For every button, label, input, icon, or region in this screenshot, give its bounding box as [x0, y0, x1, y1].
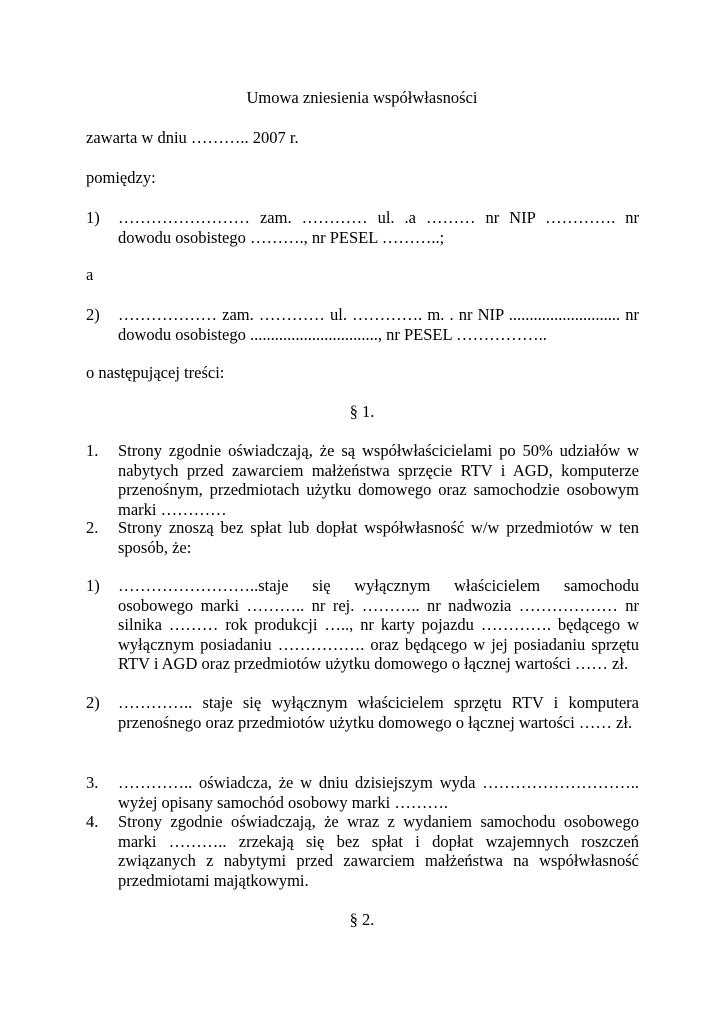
clause-4 [86, 812, 639, 890]
subclause-2 [86, 693, 639, 732]
clause-1-number: 1. [86, 441, 99, 460]
clause-3-number: 3. [86, 773, 99, 792]
party-1-text: …………………… zam. ………… ul. .a ……… nr NIP …………. nr dowodu osobistego ………., nr PESEL ………..; [118, 208, 639, 247]
party-1 [86, 208, 639, 247]
section-1-heading: § 1. [349, 402, 375, 421]
document-title: Umowa zniesienia współwłasności [246, 88, 478, 107]
content-intro: o następującej treści: [86, 363, 225, 382]
subclause-2-text: ………….. staje się wyłącznym właścicielem sprzętu RTV i komputera przenośnego oraz przedmiotów użytku domowego o łącznej wartości …… zł. [118, 693, 639, 732]
clause-3-text: ………….. oświadcza, że w dniu dzisiejszym wyda ……………………….. wyżej opisany samochód osobowy marki ………. [118, 773, 639, 812]
clause-1-text: Strony zgodnie oświadczają, że są współwłaścicielami po 50% udziałów w nabytych przed zawarciem małżeństwa sprzęcie RTV i AGD, komputerze przenośnym, przedmiotach użytku domowego oraz samochodzie osobowym marki ………… [118, 441, 639, 519]
subclause-1 [86, 576, 639, 674]
clause-2 [86, 518, 639, 557]
party-2-number: 2) [86, 305, 100, 324]
party-1-number: 1) [86, 208, 100, 227]
subclause-1-text: ……………………..staje się wyłącznym właścicielem samochodu osobowego marki ……….. nr rej. ……….. nr nadwozia ……………… nr silnika ……… rok produkcji ….., nr karty pojazdu …………. będącego w wyłącznym posiadaniu ……………. oraz będącego w jej posiadaniu sprzętu RTV i AGD oraz przedmiotów użytku domowego o łącznej wartości …… zł. [118, 576, 639, 673]
clause-4-number: 4. [86, 812, 99, 831]
subclause-1-number: 1) [86, 576, 100, 595]
date-line: zawarta w dniu ……….. 2007 r. [86, 128, 299, 147]
subclause-2-number: 2) [86, 693, 100, 712]
party-2-text: ……………… zam. ………… ul. …………. m. . nr NIP ........................... nr dowodu osobistego ..............................., nr PESEL …………….. [118, 305, 639, 344]
and-label: a [86, 265, 94, 284]
between-label: pomiędzy: [86, 168, 156, 187]
clause-2-number: 2. [86, 518, 99, 537]
clause-3 [86, 773, 639, 812]
clause-1 [86, 441, 639, 519]
party-2 [86, 305, 639, 344]
clause-2-text: Strony znoszą bez spłat lub dopłat współwłasność w/w przedmiotów w ten sposób, że: [118, 518, 639, 557]
section-2-heading: § 2. [349, 910, 375, 929]
clause-4-text: Strony zgodnie oświadczają, że wraz z wydaniem samochodu osobowego marki ……….. zrzekają się bez spłat i dopłat wzajemnych roszczeń związanych z nabytymi przed zawarciem małżeństwa na współwłasność przedmiotami majątkowymi. [118, 812, 639, 890]
